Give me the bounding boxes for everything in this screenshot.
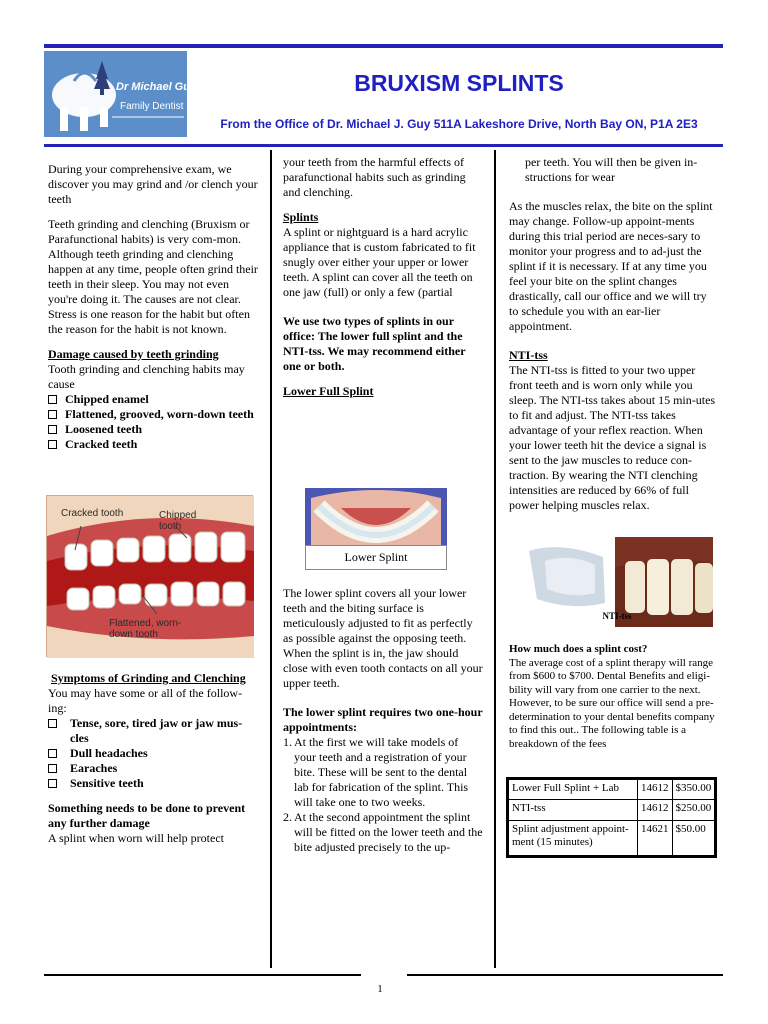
- fee-price: $50.00: [672, 821, 716, 857]
- fee-code: 14621: [638, 821, 673, 857]
- checkbox-icon: [48, 395, 57, 404]
- logo-name: Dr Michael Guy: [116, 81, 197, 93]
- cost-section: [509, 643, 719, 751]
- column-divider-1: [270, 150, 272, 968]
- list-item-text: Cracked teeth: [65, 437, 138, 451]
- column-2: [283, 155, 483, 399]
- nti-text: The NTI-tss is fitted to your two upper front teeth and is worn only while you sleep. The NTI-tss takes about 15 min-utes to fit and adjust. The NTI-tss takes advantage of your reflex reaction. When your lower teeth hit the device a signal is sent to the jaw muscles to reduce con-traction. By wearing the NTI clenching intensities are reduced by 66% of full power helping muscles relax.: [509, 363, 716, 512]
- fee-service: Splint adjustment appoint-ment (15 minutes): [508, 821, 638, 857]
- list-item-text: Flattened, grooved, worn-down teeth: [65, 407, 254, 421]
- list-item-text: Loosened teeth: [65, 422, 142, 436]
- appointments-heading: The lower splint requires two one-hour appointments:: [283, 705, 483, 734]
- footer-rule-gap: [361, 972, 407, 978]
- splint-types-text: We use two types of splints in our office: The lower full splint and the NTI-tss. We may recommend either one or both.: [283, 314, 466, 373]
- appointments-list: [283, 735, 483, 855]
- list-item: [48, 422, 260, 437]
- symptoms-text: You may have some or all of the follow-ing:: [48, 686, 243, 715]
- teeth-damage-illustration: [46, 495, 253, 657]
- table-row: [508, 779, 716, 800]
- lower-splint-text: The lower splint covers all your lower teeth and the biting surface is meticulously adjusted to fit as perfectly as possible against the opposing teeth. When the splint is in, the jaw should close with even tooth contacts on all your upper teeth.: [283, 586, 483, 690]
- list-item-text: Chipped enamel: [65, 392, 149, 406]
- fee-price: $250.00: [672, 800, 716, 821]
- prevent-text: A splint when worn will help protect: [48, 831, 224, 845]
- intro-paragraph: During your comprehensive exam, we discover you may grind and /or clench your teeth: [48, 162, 258, 206]
- fee-code: 14612: [638, 779, 673, 800]
- checkbox-icon: [48, 425, 57, 434]
- cost-text: The average cost of a splint therapy will range from $600 to $700. Dental Benefits and eligi-bility will vary from one carrier to the next. However, to be sure our office will send a pre-determination to your dental benefits company to find this out.. The following table is a breakdown of the fees: [509, 656, 715, 750]
- prevent-heading: Something needs to be done to prevent any further damage: [48, 801, 246, 830]
- office-address: From the Office of Dr. Michael J. Guy 511A Lakeshore Drive, North Bay ON, P1A 2E3: [220, 117, 698, 131]
- flattened-tooth-label: Flattened, worn-down tooth: [109, 618, 182, 640]
- list-item-text: Tense, sore, tired jaw or jaw mus-cles: [70, 716, 243, 745]
- column-1-lower: [48, 671, 260, 846]
- bruxism-paragraph: Teeth grinding and clenching (Bruxism or Parafunctional habits) is very com-mon. Although teeth grinding and clenching happen at any time, people often grind their teeth in their sleep. You may not even you're doing it. The causes are not clear. Stress is one reason for the habit but often the reason for the habit is not known.: [48, 217, 258, 336]
- table-row: [508, 821, 716, 857]
- symptoms-heading: Symptoms of Grinding and Clenching: [51, 671, 246, 685]
- column-2-lower: [283, 586, 483, 865]
- column-1: [48, 162, 260, 462]
- list-item: [283, 810, 483, 855]
- nti-heading: NTI-tss: [509, 348, 548, 362]
- list-item: [283, 735, 483, 810]
- list-item-text: Earaches: [70, 761, 118, 775]
- fees-table: [506, 777, 717, 858]
- list-item-text: At the second appointment the splint will be fitted on the lower teeth and the bite adjusted precisely to the up-: [294, 810, 483, 854]
- logo-subtitle: Family Dentist: [120, 101, 184, 112]
- list-item-text: Dull headaches: [70, 746, 148, 760]
- list-item: [48, 437, 260, 452]
- checkbox-icon: [48, 749, 57, 758]
- page-number: 1: [377, 983, 383, 995]
- damage-text: Tooth grinding and clenching habits may cause: [48, 362, 245, 391]
- list-number: 2.: [283, 810, 292, 824]
- checkbox-icon: [48, 440, 57, 449]
- fee-service: Lower Full Splint + Lab: [508, 779, 638, 800]
- list-item: [48, 746, 260, 761]
- damage-heading: Damage caused by teeth grinding: [48, 347, 219, 361]
- list-item: [48, 392, 260, 407]
- fee-code: 14612: [638, 800, 673, 821]
- symptoms-list: [48, 716, 260, 791]
- protect-continued: your teeth from the harmful effects of parafunctional habits such as grinding and clenching.: [283, 155, 466, 199]
- column-divider-2: [494, 150, 496, 968]
- page-title: BRUXISM SPLINTS: [354, 70, 564, 96]
- instructions-continued: per teeth. You will then be given in-structions for wear: [525, 155, 698, 184]
- list-item-text: Sensitive teeth: [70, 776, 144, 790]
- damage-list: [48, 392, 260, 452]
- chipped-tooth-label: Chipped tooth: [159, 510, 197, 532]
- column-3: [509, 155, 717, 523]
- header-rule: [44, 144, 723, 147]
- splints-text: A splint or nightguard is a hard acrylic appliance that is custom fabricated to fit snugly over either your upper or lower teeth. A splint can cover all the teeth on one jaw (full) or only a few (partial: [283, 225, 476, 299]
- lower-full-splint-heading: Lower Full Splint: [283, 384, 374, 398]
- checkbox-icon: [48, 410, 57, 419]
- list-item: [48, 761, 260, 776]
- tooth-tree-logo-graphic: [44, 51, 187, 137]
- cracked-tooth-label: Cracked tooth: [61, 508, 124, 519]
- fee-price: $350.00: [672, 779, 716, 800]
- list-item-text: At the first we will take models of your teeth and a registration of your bite. These will be sent to the dental lab for fabrication of the splint. This will take one to two weeks.: [294, 735, 469, 809]
- nti-tss-caption: NTI-tss: [602, 611, 632, 621]
- list-item: [48, 776, 260, 791]
- muscles-relax-text: As the muscles relax, the bite on the splint may change. Follow-up appoint-ments during this trial period are neces-sary to monitor your progress and to ad-just the splint if it is necessary. If at any time you feel your bite on the splint changes drastically, call our office and we will try to schedule you with an ear-lier appointment.: [509, 199, 713, 333]
- list-item: [48, 407, 260, 422]
- list-item: [48, 716, 260, 746]
- table-row: [508, 800, 716, 821]
- clinic-logo: [44, 51, 197, 137]
- top-rule: [44, 44, 723, 48]
- lower-splint-caption: Lower Splint: [305, 545, 447, 570]
- checkbox-icon: [48, 764, 57, 773]
- splints-heading: Splints: [283, 210, 319, 224]
- list-number: 1.: [283, 735, 292, 749]
- cost-heading: How much does a splint cost?: [509, 643, 648, 655]
- checkbox-icon: [48, 779, 57, 788]
- checkbox-icon: [48, 719, 57, 728]
- fee-service: NTI-tss: [508, 800, 638, 821]
